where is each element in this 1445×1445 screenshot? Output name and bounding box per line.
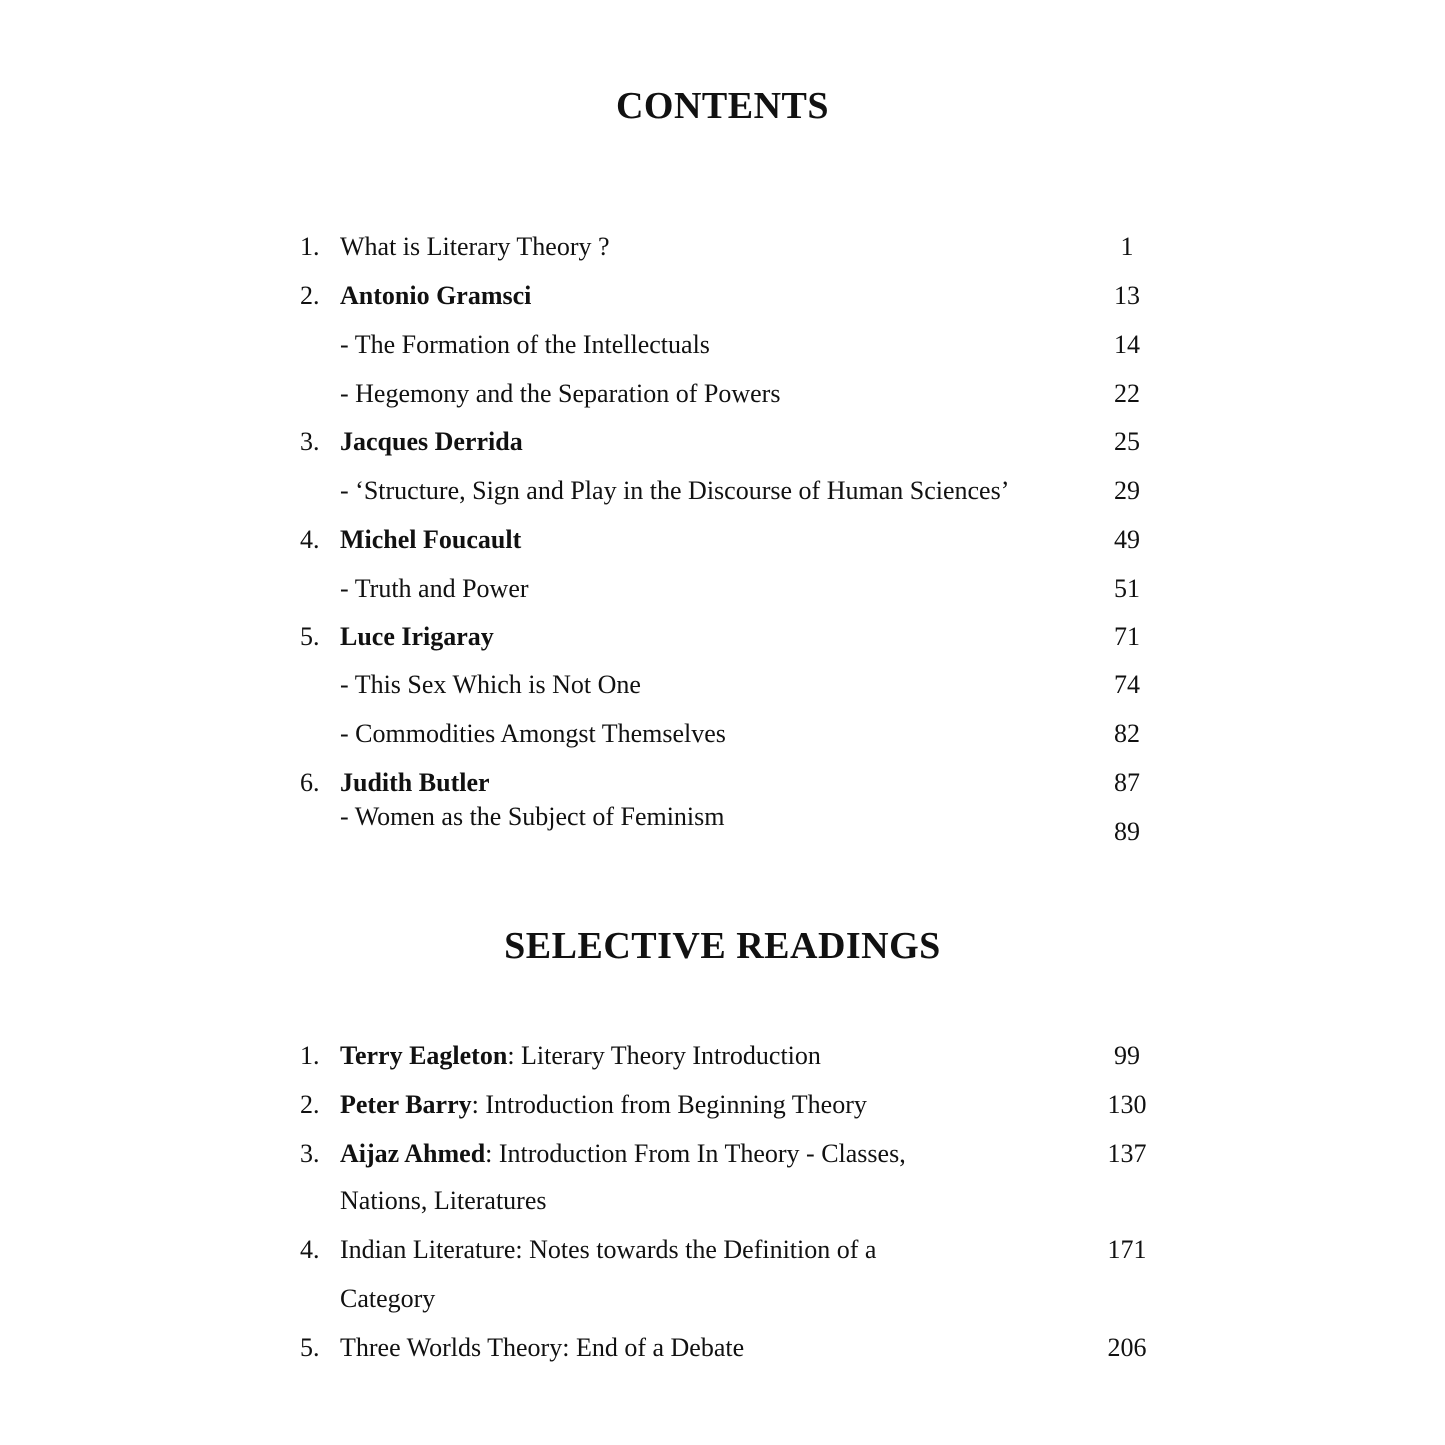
toc-page-number: 74: [1114, 670, 1140, 699]
toc-page-number: 1: [1120, 232, 1134, 261]
reading-page-number: 206: [1107, 1333, 1147, 1362]
reading-number: 5.: [300, 1333, 320, 1362]
toc-subentry-title[interactable]: - The Formation of the Intellectuals: [340, 330, 710, 359]
toc-entry-title[interactable]: Michel Foucault: [340, 525, 522, 554]
reading-title: : Introduction from Beginning Theory: [471, 1090, 867, 1119]
reading-title[interactable]: Indian Literature: Notes towards the Definition of a: [340, 1235, 877, 1264]
toc-number: 5.: [300, 622, 320, 651]
toc-page-number: 14: [1114, 330, 1140, 359]
toc-page-number: 82: [1114, 719, 1140, 748]
reading-page-number: 137: [1107, 1139, 1147, 1168]
toc-page-number: 13: [1114, 281, 1140, 310]
reading-number: 2.: [300, 1090, 320, 1119]
toc-page-number: 49: [1114, 525, 1140, 554]
reading-title-continuation: Nations, Literatures: [340, 1186, 547, 1215]
toc-subentry-title[interactable]: - Hegemony and the Separation of Powers: [340, 379, 781, 408]
reading-number: 4.: [300, 1235, 320, 1264]
toc-entry-title[interactable]: Luce Irigaray: [340, 622, 494, 651]
toc-number: 4.: [300, 525, 320, 554]
toc-subentry-title[interactable]: - ‘Structure, Sign and Play in the Discourse of Human Sciences’: [340, 476, 1010, 505]
reading-entry[interactable]: [340, 1090, 867, 1120]
reading-entry[interactable]: [340, 1139, 906, 1169]
toc-entry-title[interactable]: Judith Butler: [340, 768, 490, 797]
toc-subentry-title[interactable]: - Commodities Amongst Themselves: [340, 719, 726, 748]
toc-page-number: 71: [1114, 622, 1140, 651]
reading-author: Aijaz Ahmed: [340, 1139, 486, 1168]
reading-title: : Literary Theory Introduction: [507, 1041, 821, 1070]
toc-subentry-title[interactable]: - Truth and Power: [340, 574, 529, 603]
selective-readings-heading: SELECTIVE READINGS: [504, 925, 941, 967]
toc-entry-title[interactable]: Antonio Gramsci: [340, 281, 532, 310]
toc-number: 3.: [300, 427, 320, 456]
reading-entry[interactable]: [340, 1041, 821, 1071]
toc-subentry-title[interactable]: - Women as the Subject of Feminism: [340, 802, 725, 831]
contents-heading: CONTENTS: [615, 85, 830, 127]
toc-page-number: 87: [1114, 768, 1140, 797]
reading-number: 1.: [300, 1041, 320, 1070]
toc-page-number: 25: [1114, 427, 1140, 456]
toc-number: 1.: [300, 232, 320, 261]
reading-page-number: 99: [1114, 1041, 1140, 1070]
toc-page-number: 89: [1114, 817, 1140, 846]
toc-entry-title[interactable]: What is Literary Theory ?: [340, 232, 610, 261]
reading-title[interactable]: Three Worlds Theory: End of a Debate: [340, 1333, 745, 1362]
reading-page-number: 130: [1107, 1090, 1147, 1119]
reading-title: : Introduction From In Theory - Classes,: [485, 1139, 906, 1168]
toc-page-number: 51: [1114, 574, 1140, 603]
toc-number: 6.: [300, 768, 320, 797]
toc-number: 2.: [300, 281, 320, 310]
reading-author: Peter Barry: [340, 1090, 472, 1119]
reading-page-number: 171: [1107, 1235, 1147, 1264]
reading-number: 3.: [300, 1139, 320, 1168]
reading-author: Terry Eagleton: [340, 1041, 508, 1070]
reading-title-continuation: Category: [340, 1284, 436, 1313]
toc-page-number: 29: [1114, 476, 1140, 505]
toc-subentry-title[interactable]: - This Sex Which is Not One: [340, 670, 641, 699]
toc-entry-title[interactable]: Jacques Derrida: [340, 427, 523, 456]
toc-page-number: 22: [1114, 379, 1140, 408]
